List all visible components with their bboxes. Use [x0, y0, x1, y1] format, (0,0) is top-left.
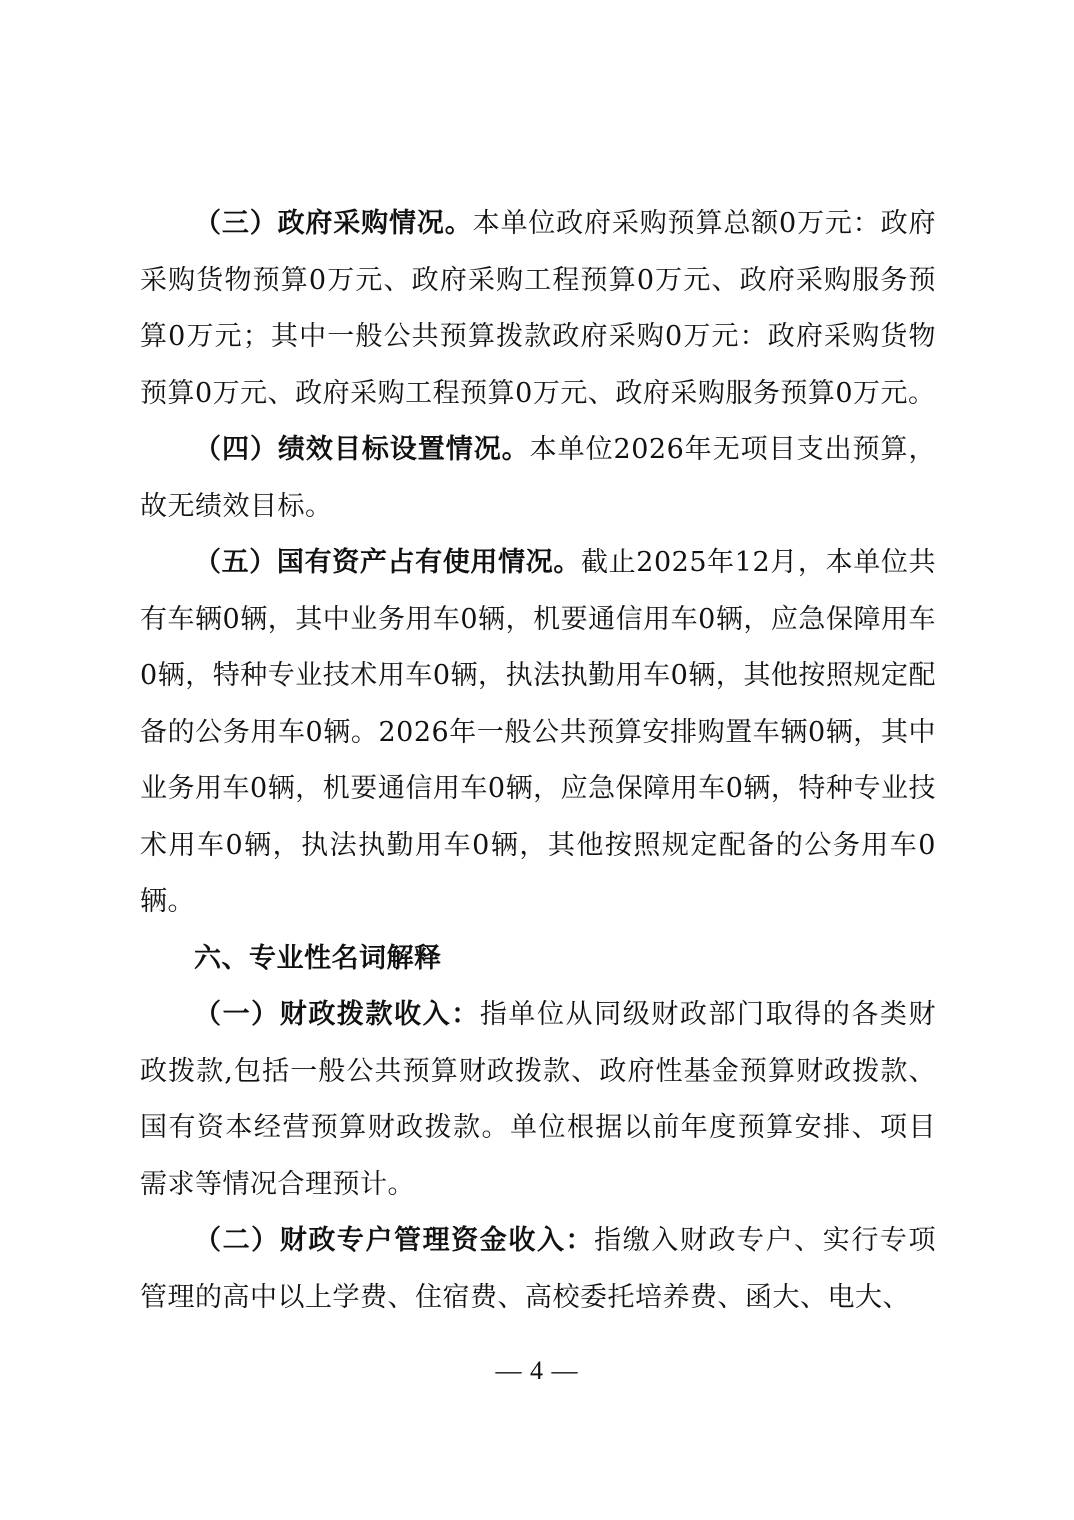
paragraph-state-assets: [140, 535, 936, 931]
section-lead: （五）国有资产占有使用情况。: [194, 547, 581, 578]
page-number: — 4 —: [495, 1356, 579, 1385]
section-lead: （四）绩效目标设置情况。: [194, 434, 530, 465]
paragraph-government-procurement: [140, 196, 936, 422]
definition-lead: （一）财政拨款收入：: [194, 999, 480, 1030]
definition-text: 指缴入财政专户、实行专项管理的高中以上学费、住宿费、高校委托培养费、函大、电大、: [140, 1225, 937, 1313]
definition-text: 指单位从同级财政部门取得的各类财政拨款,包括一般公共预算财政拨款、政府性基金预算财政拨款、国有资本经营预算财政拨款。单位根据以前年度预算安排、项目需求等情况合理预计。: [140, 999, 937, 1200]
section-lead: （三）政府采购情况。: [194, 208, 473, 239]
paragraph-fiscal-appropriation-income: [140, 987, 936, 1213]
paragraph-special-account-income: [140, 1213, 936, 1326]
section-text: 本单位政府采购预算总额0万元：政府采购货物预算0万元、政府采购工程预算0万元、政府采购服务预算0万元；其中一般公共预算拨款政府采购0万元：政府采购货物预算0万元、政府采购工程预算0万元、政府采购服务预算0万元。: [140, 208, 937, 409]
section-text: 截止2025年12月，本单位共有车辆0辆，其中业务用车0辆，机要通信用车0辆，应急保障用车0辆，特种专业技术用车0辆，执法执勤用车0辆，其他按照规定配备的公务用车0辆。2026年一般公共预算安排购置车辆0辆，其中业务用车0辆，机要通信用车0辆，应急保障用车0辆，特种专业技术用车0辆，执法执勤用车0辆，其他按照规定配备的公务用车0辆。: [140, 547, 936, 917]
definition-lead: （二）财政专户管理资金收入：: [194, 1225, 595, 1256]
paragraph-performance-targets: [140, 422, 936, 535]
section-heading: 六、专业性名词解释: [194, 942, 442, 974]
section-text: 本单位2026年无项目支出预算，故无绩效目标。: [140, 434, 936, 522]
document-page: [140, 196, 936, 1326]
